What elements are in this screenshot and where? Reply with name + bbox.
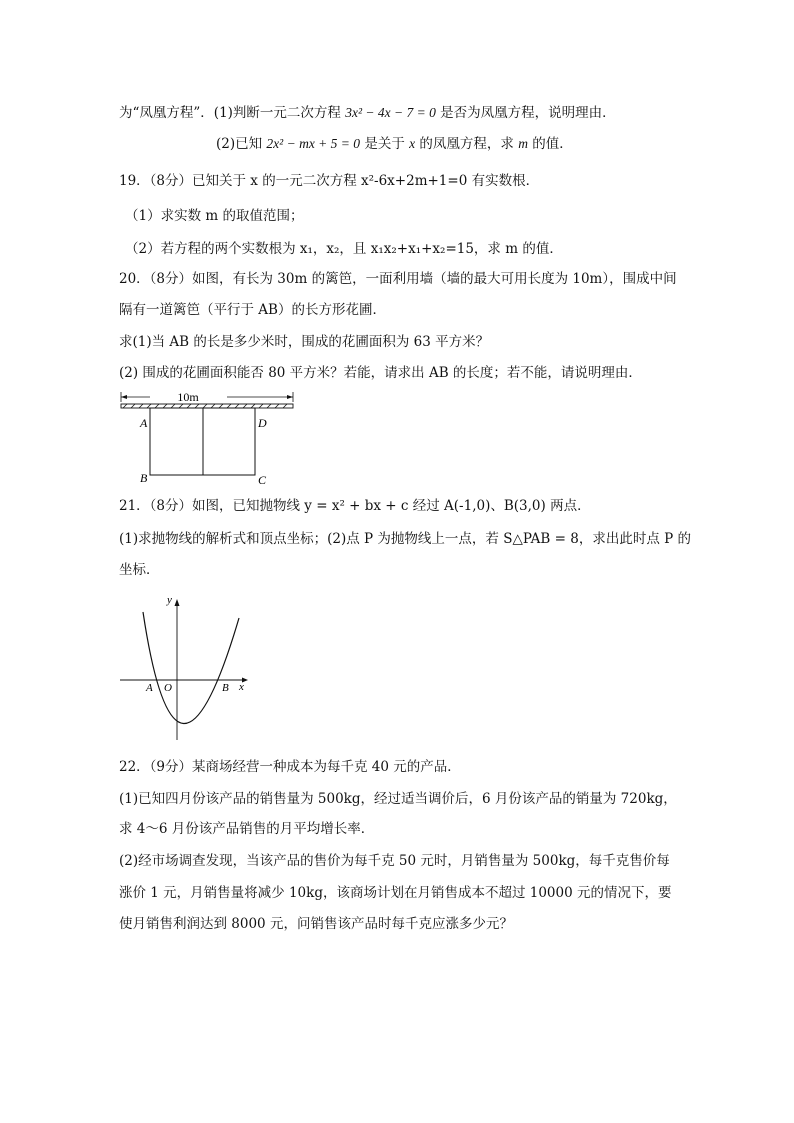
q20-heading-2: 隔有一道篱笆（平行于 AB）的长方形花圃．	[119, 302, 386, 318]
y-axis-label: y	[167, 594, 172, 606]
origin-label: O	[164, 682, 172, 694]
y-axis-arrow	[175, 599, 180, 606]
q22-part-2-cont-2: 使月销售利润达到 8000 元，问销售该产品时每千克应涨多少元？	[119, 916, 513, 932]
q21-heading: 21．（8分）如图，已知抛物线 y = x² + bx + c 经过 A(-1,0)、B(3,0) 两点．	[119, 498, 591, 514]
q18-text: 是否为凤凰方程，说明理由．	[435, 105, 616, 121]
q21-parts-cont: 坐标．	[119, 562, 160, 578]
q19-part-2: （2）若方程的两个实数根为 x₁，x₂，且 x₁x₂+x₁+x₂=15，求 m 的值．	[125, 241, 563, 257]
q22-part-2-cont: 涨价 1 元，月销售量将减少 10kg，该商场计划在月销售成本不超过 10000 元的情况下，要	[119, 885, 672, 901]
q18-text: 为“凤凰方程”．(1)判断一元二次方程	[119, 105, 346, 121]
q18-text: 的凤凰方程，求	[415, 136, 519, 152]
q22-heading: 22．（9分）某商场经营一种成本为每千克 40 元的产品．	[119, 759, 461, 775]
q19-heading: 19．（8分）已知关于 x 的一元二次方程 x²-6x+2m+1=0 有实数根．	[119, 173, 540, 189]
wall-length-label: 10m	[177, 390, 199, 404]
q18-line-2	[216, 135, 573, 153]
point-A-label: A	[146, 682, 153, 694]
label-B: B	[140, 471, 148, 485]
q18-text: 是关于	[360, 136, 410, 152]
point-B-label: B	[222, 682, 229, 694]
q18-text: (2)已知	[216, 136, 267, 152]
dimension-arrow-left	[121, 395, 127, 399]
q21-parts: (1)求抛物线的解析式和顶点坐标；(2)点 P 为抛物线上一点，若 S△PAB = 8，求出此时点 P 的	[119, 531, 691, 547]
q22-part-1: (1)已知四月份该产品的销售量为 500kg，经过适当调价后，6 月份该产品的销量为 720kg，	[119, 791, 677, 807]
label-D: D	[258, 416, 267, 430]
q18-var-x: x	[409, 136, 416, 151]
q18-equation-2: 2x² − mx + 5 = 0	[266, 136, 361, 151]
parabola-curve	[143, 612, 239, 724]
q18-text: 的值．	[527, 136, 573, 152]
q21-parabola-figure	[115, 590, 255, 742]
q18-var-m: m	[518, 136, 528, 151]
label-A: A	[140, 416, 148, 430]
q18-line-1	[119, 104, 616, 122]
dimension-arrow-right	[287, 395, 293, 399]
x-axis-label: x	[239, 681, 244, 693]
q22-part-2: (2)经市场调查发现，当该产品的售价为每千克 50 元时，月销售量为 500kg，每千克售价每	[119, 853, 670, 869]
q20-heading: 20．（8分）如图，有长为 30m 的篱笆，一面利用墙（墙的最大可用长度为 10m），围成中间	[119, 271, 677, 287]
q18-equation-1: 3x² − 4x − 7 = 0	[345, 105, 436, 120]
q20-part-1: 求(1)当 AB 的长是多少米时，围成的花圃面积为 63 平方米？	[119, 334, 490, 350]
q22-part-1-cont: 求 4～6 月份该产品销售的月平均增长率．	[119, 821, 375, 837]
q20-part-2: (2) 围成的花圃面积能否 80 平方米？若能，请求出 AB 的长度；若不能，请说明理由．	[119, 365, 642, 381]
q20-fence-figure	[115, 388, 300, 488]
q19-part-1: （1）求实数 m 的取值范围；	[125, 208, 304, 224]
label-C: C	[258, 473, 267, 487]
